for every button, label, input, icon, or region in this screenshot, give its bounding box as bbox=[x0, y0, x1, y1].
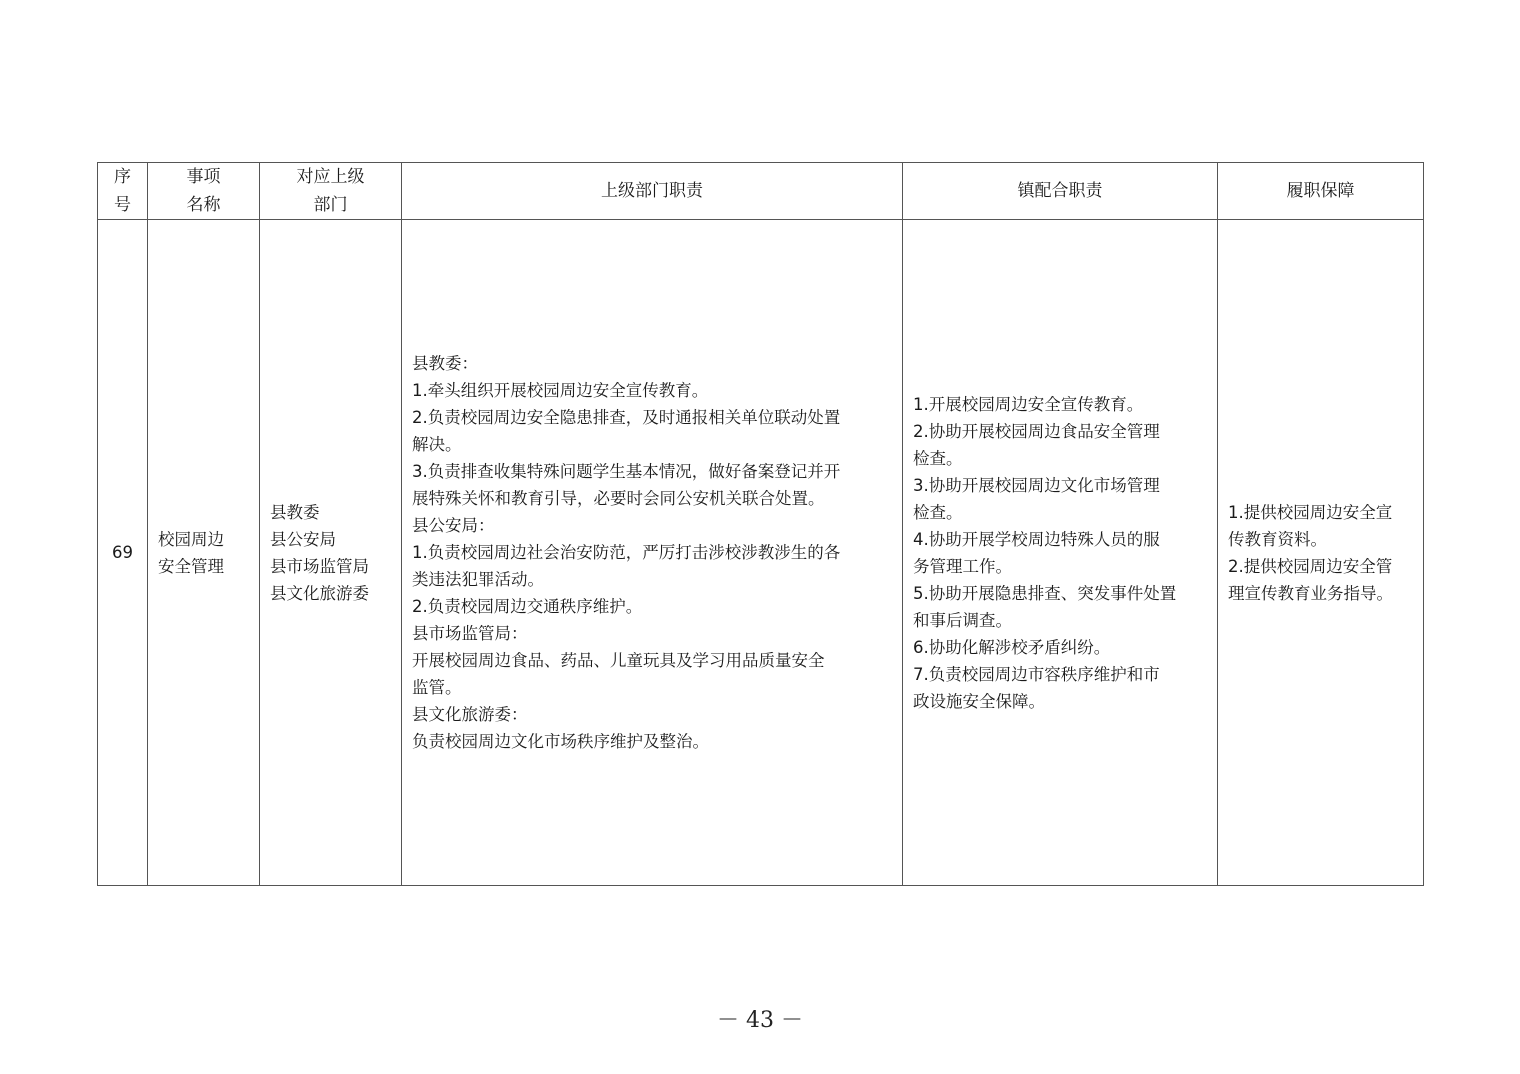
cell-town-duty: 1.开展校园周边安全宣传教育。 2.协助开展校园周边食品安全管理 检查。 3.协助开展校园周边文化市场管理 检查。 4.协助开展学校周边特殊人员的服 务管理工作。 5.协助开展隐患排查、突发事件处置 和事后调查。 6.协助化解涉校矛盾纠纷。 7.负责校园周边市容秩序维护和市 政设施安全保障。 bbox=[903, 220, 1218, 886]
header-guarantee: 履职保障 bbox=[1218, 163, 1424, 220]
header-upper-duty: 上级部门职责 bbox=[402, 163, 903, 220]
cell-upper-duty: 县教委： 1.牵头组织开展校园周边安全宣传教育。 2.负责校园周边安全隐患排查，及时通报相关单位联动处置 解决。 3.负责排查收集特殊问题学生基本情况，做好备案登记并开 展特殊关怀和教育引导，必要时会同公安机关联合处置。 县公安局： 1.负责校园周边社会治安防范，严厉打击涉校涉教涉生的各 类违法犯罪活动。 2.负责校园周边交通秩序维护。 县市场监管局： 开展校园周边食品、药品、儿童玩具及学习用品质量安全 监管。 县文化旅游委： 负责校园周边文化市场秩序维护及整治。 bbox=[402, 220, 903, 886]
cell-guarantee: 1.提供校园周边安全宣 传教育资料。 2.提供校园周边安全管 理宣传教育业务指导。 bbox=[1218, 220, 1424, 886]
header-upper-dept: 对应上级 部门 bbox=[260, 163, 402, 220]
cell-no: 69 bbox=[98, 220, 148, 886]
header-no: 序 号 bbox=[98, 163, 148, 220]
header-item: 事项 名称 bbox=[148, 163, 260, 220]
table-row bbox=[98, 220, 1424, 886]
duty-table bbox=[97, 162, 1424, 886]
page-number: － 43 － bbox=[717, 1008, 803, 1033]
cell-item-name: 校园周边 安全管理 bbox=[148, 220, 260, 886]
header-row bbox=[98, 163, 1424, 220]
cell-upper-dept: 县教委 县公安局 县市场监管局 县文化旅游委 bbox=[260, 220, 402, 886]
header-town-duty: 镇配合职责 bbox=[903, 163, 1218, 220]
